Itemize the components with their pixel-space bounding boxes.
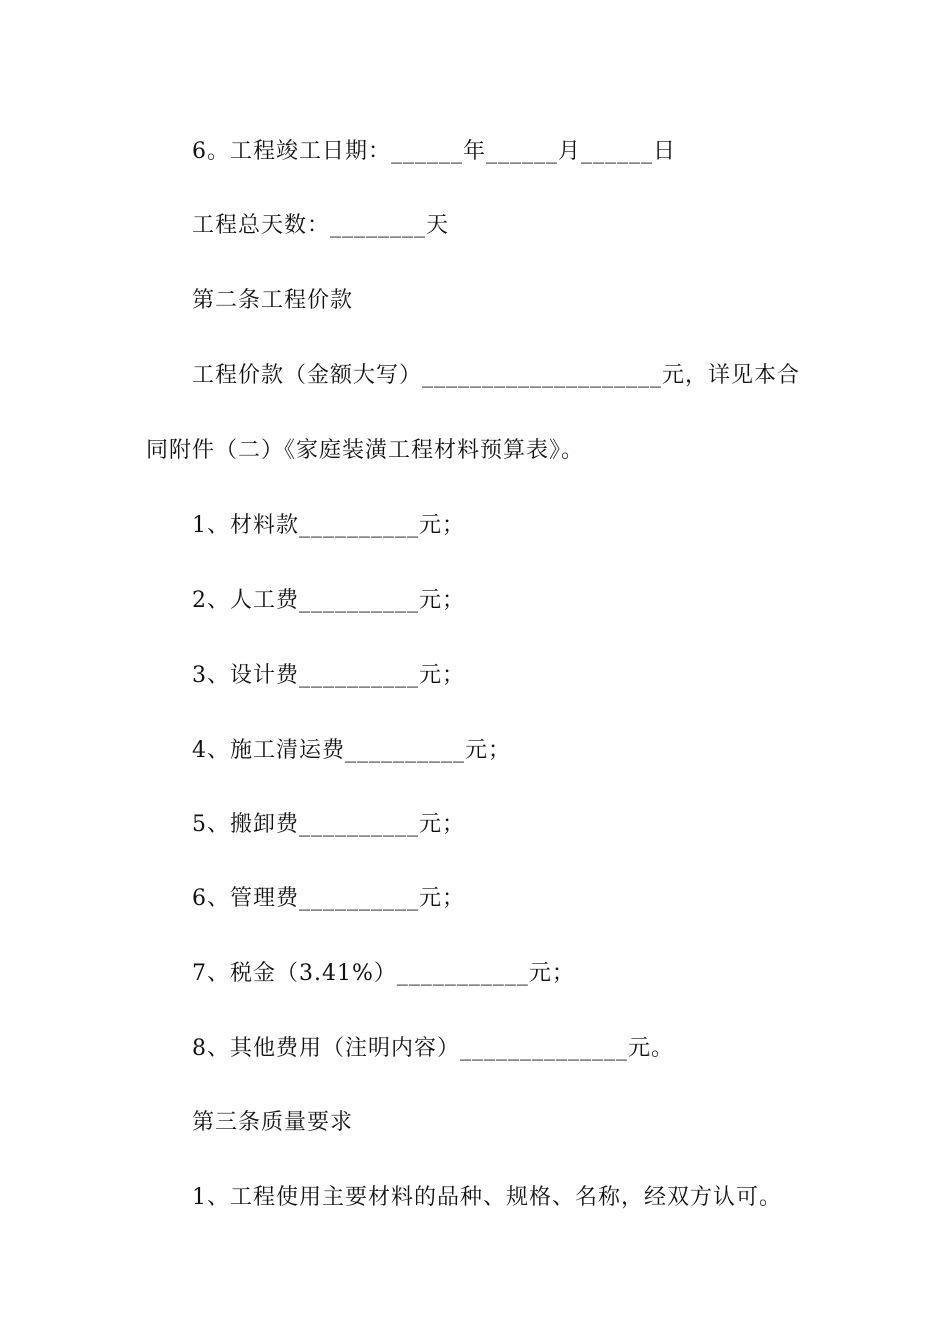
article-3-heading: 第三条质量要求	[192, 1110, 354, 1135]
completion-date-line: 6。工程竣工日期：______年______月______日	[192, 139, 676, 164]
fee-item-management: 6、管理费__________元；	[192, 886, 465, 911]
article-2-heading: 第二条工程价款	[192, 288, 354, 313]
fee-item-labor: 2、人工费__________元；	[192, 588, 465, 613]
fee-item-handling: 5、搬卸费__________元；	[192, 812, 465, 837]
fee-item-material: 1、材料款__________元；	[192, 513, 465, 538]
fee-item-cleanup: 4、施工清运费__________元；	[192, 738, 511, 763]
project-price-line: 工程价款（金额大写）____________________元，详见本合	[192, 363, 801, 388]
fee-item-other: 8、其他费用（注明内容）______________元。	[192, 1036, 674, 1061]
fee-item-tax: 7、税金（3.41%）___________元；	[192, 961, 575, 986]
total-days-line: 工程总天数：________天	[192, 213, 450, 238]
quality-item-1: 1、工程使用主要材料的品种、规格、名称，经双方认可。	[192, 1185, 782, 1210]
fee-item-design: 3、设计费__________元；	[192, 663, 465, 688]
project-price-continuation: 同附件（二）《家庭装潢工程材料预算表》。	[146, 438, 585, 463]
